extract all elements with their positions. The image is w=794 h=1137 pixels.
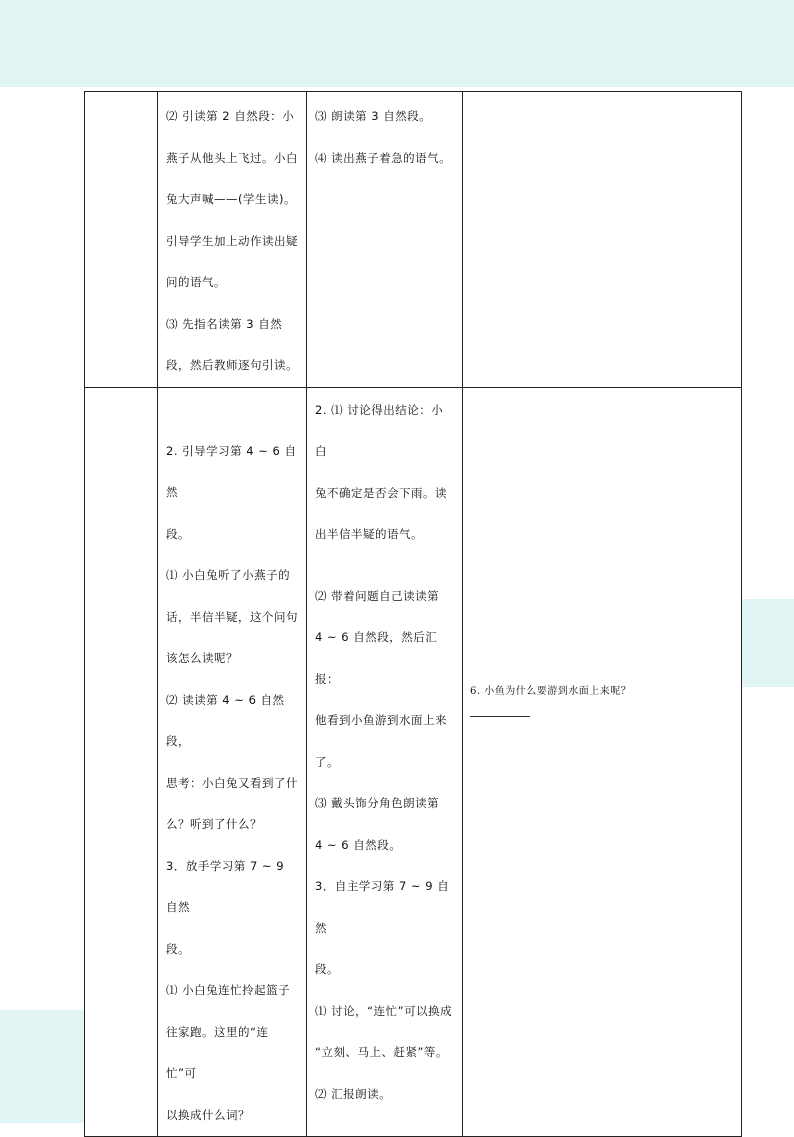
text-line: 段。	[315, 962, 339, 976]
text-line: 么？听到了什么？	[166, 817, 262, 831]
text-line: 以换成什么词？	[166, 1107, 250, 1122]
text-line: ⑵ 汇报朗读。	[315, 1086, 392, 1101]
text-line: 2. 引导学习第 4 ~ 6 自然	[166, 443, 297, 499]
table-row	[85, 92, 742, 388]
text-line: 话，半信半疑，这个问句	[166, 609, 298, 624]
text-line: 出半信半疑的语气。	[315, 527, 423, 541]
text-line: 2. ⑴ 讨论得出结论：小白	[315, 402, 444, 458]
text-line: 段。	[166, 941, 190, 956]
text-line: 4 ~ 6 自然段，然后汇报：	[315, 630, 438, 686]
table-cell-teacher-activity	[158, 387, 307, 1137]
text-line: 他看到小鱼游到水面上来	[315, 713, 447, 727]
text-line: 兔大声喊——(学生读)。	[166, 192, 296, 206]
text-line: 3．放手学习第 7 ~ 9 自然	[166, 858, 285, 914]
text-line: 段，然后教师逐句引读。	[166, 358, 298, 372]
text-line: ⑶ 朗读第 3 自然段。	[315, 109, 432, 123]
text-line: 引导学生加上动作读出疑	[166, 233, 298, 248]
text-line: 思考：小白兔又看到了什	[166, 775, 298, 790]
table-cell-empty	[85, 92, 158, 388]
page-background-tint-top	[0, 0, 794, 87]
text-line: ⑴ 小白兔连忙拎起篮子	[166, 983, 291, 997]
text-line: 燕子从他头上飞过。小白	[166, 150, 298, 165]
text-line: 问的语气。	[166, 275, 226, 289]
table-cell-student-activity	[307, 387, 463, 1137]
question-text: 6. 小鱼为什么要游到水面上来呢？	[470, 685, 632, 697]
lesson-plan-table	[84, 91, 742, 1137]
table-cell-empty	[85, 387, 158, 1137]
text-line: ⑴ 小白兔听了小燕子的	[166, 568, 291, 582]
table-cell-notes	[463, 387, 742, 1137]
table-cell-teacher-activity	[158, 92, 307, 388]
text-line: 该怎么读呢？	[166, 651, 238, 665]
text-line: 兔不确定是否会下雨。读	[315, 485, 447, 500]
text-line: ⑵ 引读第 2 自然段：小	[166, 109, 295, 123]
text-line: “立刻、马上、赶紧”等。	[315, 1045, 448, 1059]
answer-blank-line	[470, 716, 530, 717]
text-line: ⑶ 先指名读第 3 自然	[166, 316, 283, 331]
text-line: 了。	[315, 754, 339, 769]
text-line: 段。	[166, 526, 190, 541]
text-line: 4 ~ 6 自然段。	[315, 837, 402, 852]
text-line: ⑵ 读读第 4 ~ 6 自然段，	[166, 692, 285, 748]
text-line: ⑵ 带着问题自己读读第	[315, 588, 440, 603]
text-line: ⑴ 讨论，“连忙”可以换成	[315, 1003, 453, 1018]
text-line: ⑶ 戴头饰分角色朗读第	[315, 796, 440, 810]
table-row	[85, 387, 742, 1137]
text-line: 3．自主学习第 7 ~ 9 自然	[315, 879, 450, 935]
text-line: 往家跑。这里的“连忙”可	[166, 1024, 269, 1080]
text-line: ⑷ 读出燕子着急的语气。	[315, 150, 452, 165]
table-cell-notes	[463, 92, 742, 388]
table-cell-student-activity	[307, 92, 463, 388]
page-background-tint-right	[741, 599, 794, 687]
